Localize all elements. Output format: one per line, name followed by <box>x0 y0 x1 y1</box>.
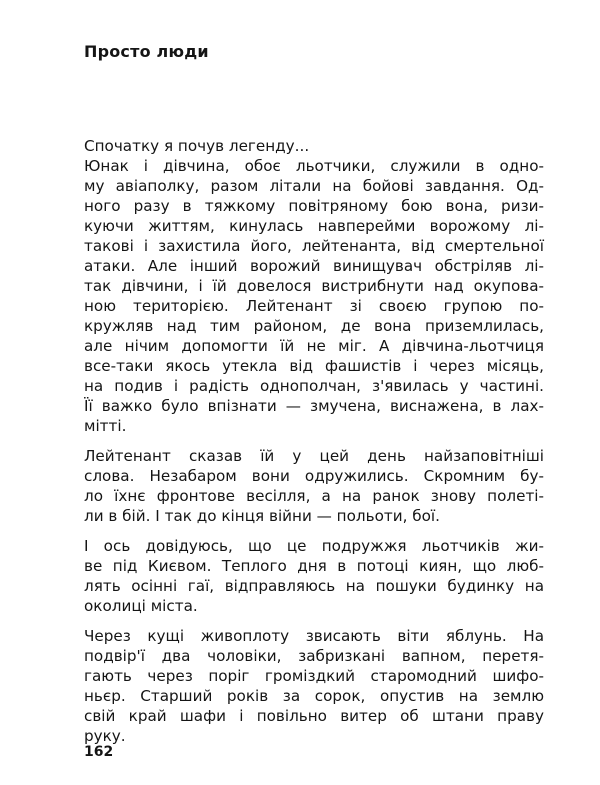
text-line: руку. <box>84 727 126 745</box>
text-line: ного разу в тяжкому повітряному бою вона, ризи- <box>84 197 544 215</box>
paragraph <box>84 626 544 746</box>
paragraph-gap <box>84 616 544 626</box>
text-line: такові і захистила його, лейтенанта, від смертельної <box>84 237 544 255</box>
body-text <box>84 136 544 746</box>
paragraph <box>84 156 544 436</box>
text-line: лять осінні гаї, відправляюсь на пошуки будинку на <box>84 577 544 595</box>
text-line: атаки. Але інший ворожий винищувач обстріляв лі- <box>84 257 544 275</box>
text-line: Лейтенант сказав їй у цей день найзаповітніші <box>84 447 544 465</box>
text-line: слова. Незабаром вони одружились. Скромним бу- <box>84 467 544 485</box>
text-line: все-таки якось утекла від фашистів і через місяць, <box>84 357 544 375</box>
text-line: Через кущі живоплоту звисають віти яблунь. На <box>84 627 544 645</box>
text-line: ною територією. Лейтенант зі своєю групою по- <box>84 297 544 315</box>
paragraph-gap <box>84 526 544 536</box>
text-line: подвір'ї два чоловіки, забризкані вапном, перетя- <box>84 647 544 665</box>
text-line: ве під Києвом. Теплого дня в потоці киян, що люб- <box>84 557 544 575</box>
text-line: так дівчини, і їй довелося вистрибнути над окупова- <box>84 277 544 295</box>
paragraph <box>84 446 544 526</box>
text-line: околиці міста. <box>84 597 198 615</box>
paragraph-gap <box>84 436 544 446</box>
text-line: куючи життям, кинулась навперейми ворожому лі- <box>84 217 544 235</box>
text-line: ло їхнє фронтове весілля, а на ранок знову полеті- <box>84 487 544 505</box>
text-line: на подив і радість однополчан, з'явилась у частині. <box>84 377 544 395</box>
text-line: Спочатку я почув легенду... <box>84 137 310 155</box>
text-line: му авіаполку, разом літали на бойові завдання. Од- <box>84 177 544 195</box>
text-line: свій край шафи і повільно витер об штани праву <box>84 707 544 725</box>
paragraph <box>84 136 544 156</box>
text-line: І ось довідуюсь, що це подружжя льотчиків жи- <box>84 537 544 555</box>
section-title: Просто люди <box>84 42 209 61</box>
text-line: Юнак і дівчина, обоє льотчики, служили в одно- <box>84 157 544 175</box>
text-line: гають через поріг громіздкий старомодний шифо- <box>84 667 544 685</box>
text-line: але нічим допомогти їй не міг. А дівчина-льотчиця <box>84 337 544 355</box>
page-number: 162 <box>84 744 114 760</box>
text-line: мітті. <box>84 417 127 435</box>
text-line: Її важко було впізнати — змучена, виснажена, в лах- <box>84 397 544 415</box>
paragraph <box>84 536 544 616</box>
text-line: ньєр. Старший років за сорок, опустив на землю <box>84 687 544 705</box>
text-line: ли в бій. І так до кінця війни — польоти, бої. <box>84 507 440 525</box>
text-line: кружляв над тим районом, де вона приземлилась, <box>84 317 544 335</box>
